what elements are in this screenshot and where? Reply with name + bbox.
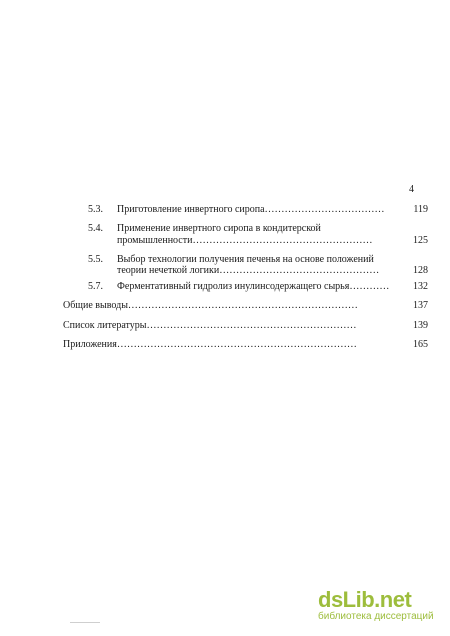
toc-entry-number: 5.4. [88, 223, 103, 234]
toc-entry-page: 128 [413, 265, 428, 276]
watermark [318, 587, 438, 622]
toc-entry-title: Ферментативный гидролиз инулинсодержащего сырья………… [117, 281, 390, 292]
toc-entry-page: 137 [413, 300, 428, 311]
toc-entry-title: Приготовление инвертного сиропа……………………………… [117, 204, 385, 215]
toc-entry-title: Выбор технологии получения печенья на основе положений [117, 254, 374, 265]
toc-entry-number: 5.3. [88, 204, 103, 215]
toc-entry-page: 165 [413, 339, 428, 350]
toc-entry-page: 139 [413, 320, 428, 331]
scan-artifact [70, 622, 100, 623]
watermark-subtitle: библиотека диссертаций [318, 611, 434, 622]
toc-entry-number: 5.7. [88, 281, 103, 292]
toc-entry-title: Общие выводы…………………………………………………………… [63, 300, 358, 311]
toc-entry-title: Приложения……………………………………………………………… [63, 339, 357, 350]
toc-entry-title-line2: теории нечеткой логики………………………………………… [117, 265, 380, 276]
toc-entry-title: Список литературы……………………………………………………… [63, 320, 357, 331]
toc-entry-page: 119 [413, 204, 428, 215]
watermark-logo: dsLib.net [318, 587, 412, 612]
toc-entry-number: 5.5. [88, 254, 103, 265]
page-number: 4 [409, 184, 414, 195]
toc-entry-title: Применение инвертного сиропа в кондитерской [117, 223, 321, 234]
toc-entry-page: 132 [413, 281, 428, 292]
toc-entry-title-line2: промышленности……………………………………………… [117, 235, 373, 246]
toc-entry-page: 125 [413, 235, 428, 246]
